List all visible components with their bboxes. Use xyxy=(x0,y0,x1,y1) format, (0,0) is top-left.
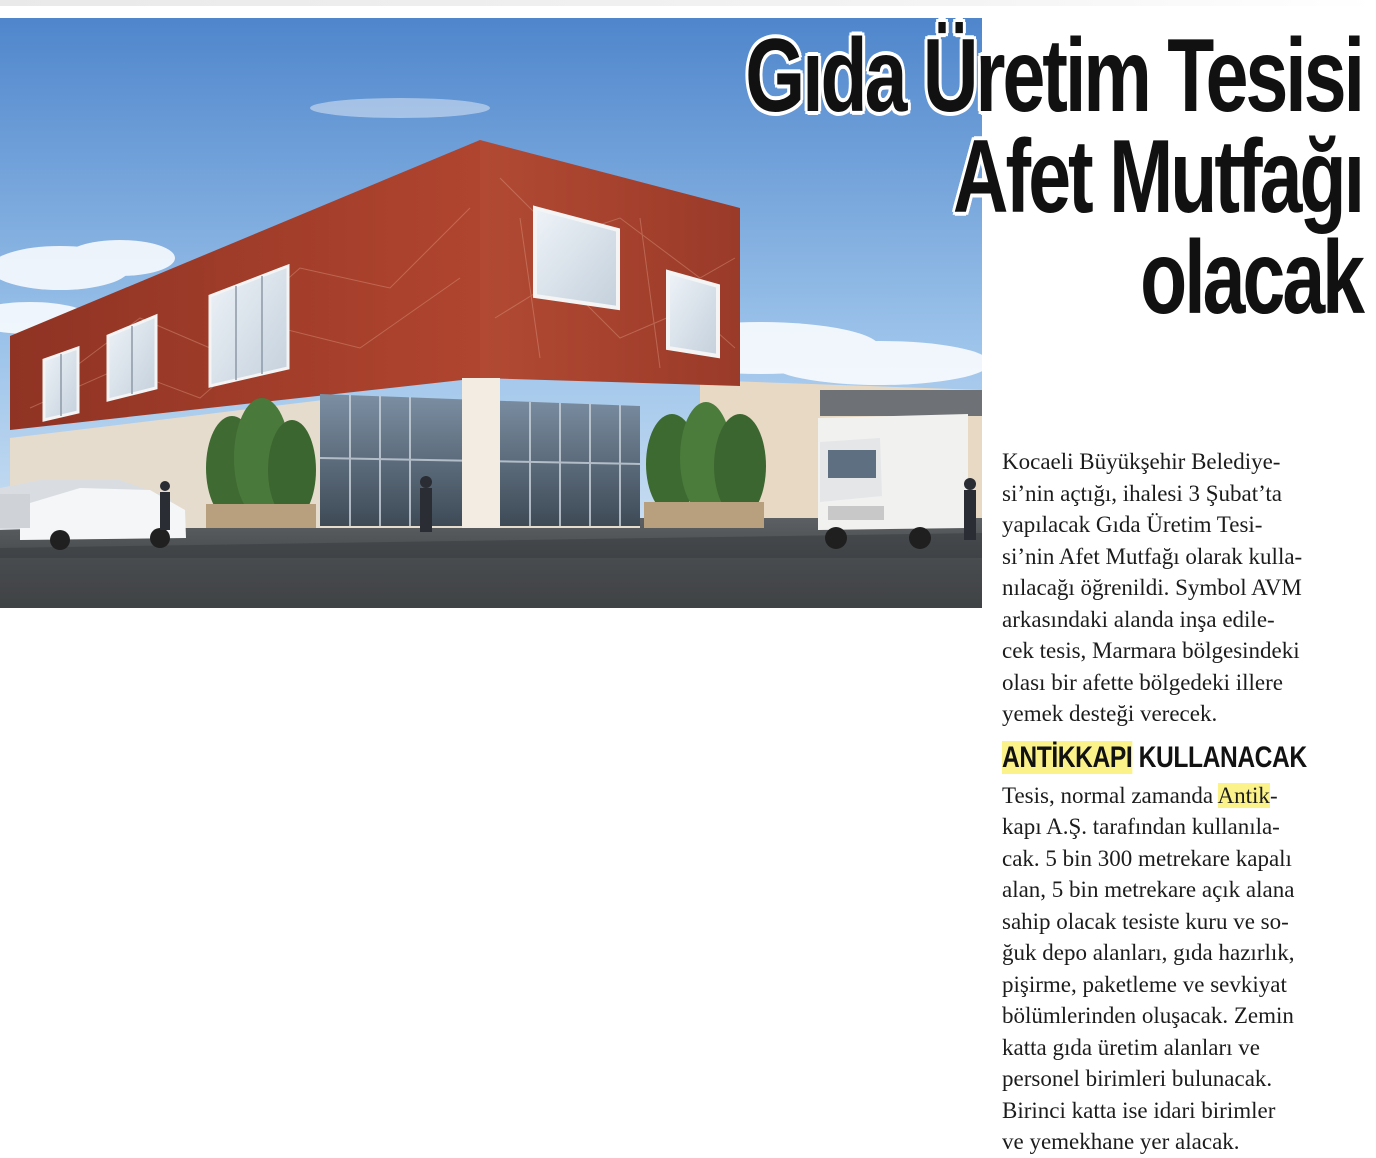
text-line: cek tesis, Marmara bölgesindeki xyxy=(1002,638,1300,663)
text-line: ğuk depo alanları, gıda hazırlık, xyxy=(1002,940,1295,965)
text-line: kapı A.Ş. tarafından kullanıla- xyxy=(1002,814,1280,839)
text-line: bölümlerinden oluşacak. Zemin xyxy=(1002,1003,1294,1028)
text-line: sahip olacak tesiste kuru ve so- xyxy=(1002,908,1289,934)
subheading-rest: KULLANACAK xyxy=(1132,740,1307,774)
text-line: cak. 5 bin 300 metrekare kapalı xyxy=(1002,845,1292,871)
headline xyxy=(462,18,1362,336)
article-paragraph-1 xyxy=(1002,446,1368,730)
highlighted-word: Antik xyxy=(1217,782,1270,808)
text-line: alan, 5 bin metrekare açık alana xyxy=(1002,877,1295,902)
text-line: personel birimleri bulunacak. xyxy=(1002,1066,1273,1091)
article-paragraph-2 xyxy=(1002,780,1368,1158)
text-line: Birinci katta ise idari birimler xyxy=(1002,1097,1276,1123)
subheading xyxy=(1002,740,1307,776)
text-line: ve yemekhane yer alacak. xyxy=(1002,1129,1240,1154)
headline-line-2: Afet Mutfağı xyxy=(952,119,1362,235)
text-line: Kocaeli Büyükşehir Belediye- xyxy=(1002,449,1281,474)
text-line: arkasındaki alanda inşa edile- xyxy=(1002,606,1275,632)
text-line: yemek desteği verecek. xyxy=(1002,701,1218,726)
text-fragment: - xyxy=(1269,782,1278,808)
entrance-column xyxy=(462,378,500,528)
text-line: olası bir afette bölgedeki illere xyxy=(1002,669,1283,695)
text-line: yapılacak Gıda Üretim Tesi- xyxy=(1002,512,1263,537)
text-line: si’nin açtığı, ihalesi 3 Şubat’ta xyxy=(1002,480,1282,506)
article-body xyxy=(1002,446,1368,1158)
text-line: pişirme, paketleme ve sevkiyat xyxy=(1002,971,1287,997)
headline-line-3: olacak xyxy=(1140,220,1362,336)
text-line: katta gıda üretim alanları ve xyxy=(1002,1034,1260,1060)
subheading-highlight: ANTİKKAPI xyxy=(1002,740,1133,774)
headline-line-1: Gıda Üretim Tesisi xyxy=(745,18,1362,134)
text-line: nılacağı öğrenildi. Symbol AVM xyxy=(1002,575,1302,600)
text-line: si’nin Afet Mutfağı olarak kulla- xyxy=(1002,543,1303,569)
text-fragment: Tesis, normal zamanda xyxy=(1002,782,1218,808)
page-top-strip xyxy=(0,0,1376,6)
text-line xyxy=(1002,780,1368,812)
